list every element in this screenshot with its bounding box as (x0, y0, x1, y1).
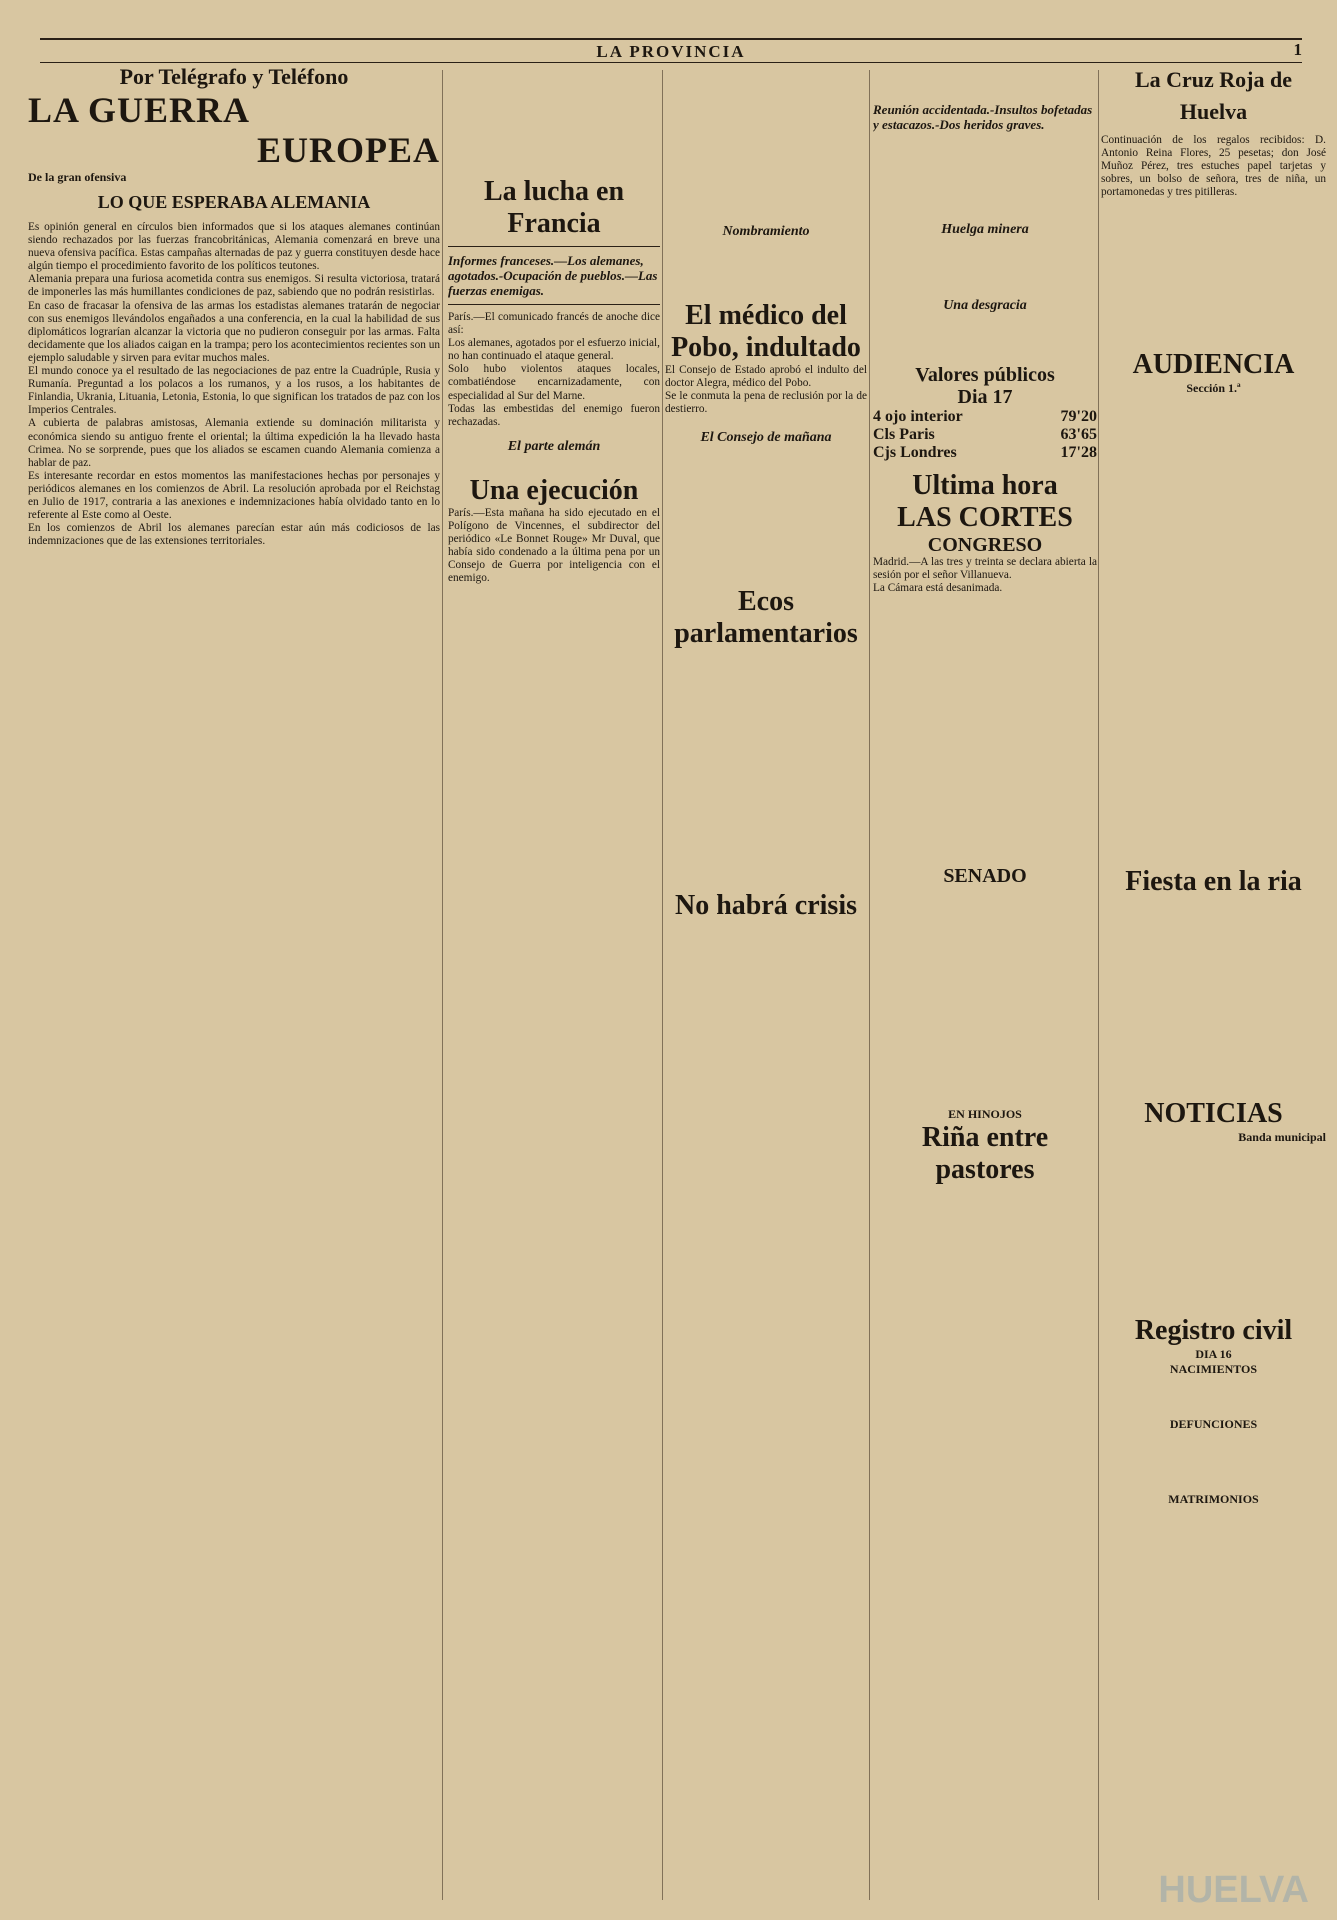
column-4 (873, 64, 1097, 1898)
rina-pastores: Riña entre pastores (921, 1122, 1049, 1186)
valores-label: 4 ojo interior (873, 408, 963, 425)
masthead-title: LA PROVINCIA (596, 42, 746, 61)
valores-day: Dia 17 (957, 386, 1013, 408)
col4-body: Madrid.—A las tres y treinta se declara abierta la sesión por el señor Villanueva. La Cámara está desanimada. (873, 556, 1097, 595)
col1-title: LO QUE ESPERABA ALEMANIA (97, 192, 371, 212)
audiencia: AUDIENCIA (1132, 349, 1295, 381)
col3-body: El Consejo de Estado aprobó el indulto del doctor Alegra, médico del Pobo. Se le conmuta la pena de reclusión por la de destierro. (665, 364, 867, 416)
las-cortes: LAS CORTES (897, 502, 1073, 533)
col1-subhead: De la gran ofensiva (28, 170, 127, 184)
valores-value: 63'65 (1060, 426, 1097, 443)
masthead (40, 38, 1302, 63)
col3-headline-2: Ecos parlamentarios (674, 586, 858, 650)
col4-dek: Reunión accidentada.-Insultos bofetadas y estacazos.-Dos heridos graves. (873, 102, 1093, 132)
valores-label: Cls Paris (873, 426, 935, 443)
seccion: Sección 1.ª (1186, 381, 1241, 396)
col5-body: Continuación de los regalos recibidos: D. Antonio Reina Flores, 25 pesetas; don José Muñoz Pérez, tres estuches papel tarjetas y sobres, un bolso de señora, tres de niña, un portamonedas y tres pitilleras. (1101, 134, 1326, 199)
valores-value: 79'20 (1060, 408, 1097, 425)
valores-value: 17'28 (1060, 444, 1097, 461)
col2-headline-2: Una ejecución (469, 474, 639, 506)
col2-headline: La lucha en Francia (483, 176, 625, 239)
column-rule (662, 70, 663, 1900)
defunciones: DEFUNCIONES (1169, 1417, 1258, 1432)
column-rule (869, 70, 870, 1900)
col2-rule (448, 246, 660, 247)
senado: SENADO (943, 865, 1027, 888)
dia: DIA 16 (1195, 1347, 1232, 1362)
col2-section: El parte alemán (507, 438, 601, 454)
registro-civil: Registro civil (1134, 1315, 1293, 1347)
valores-row (873, 426, 1097, 444)
col1-headline-1: LA GUERRA (28, 90, 251, 130)
column-5 (1101, 64, 1326, 1898)
valores-row (873, 408, 1097, 426)
cruz-roja: La Cruz Roja de Huelva (1134, 67, 1293, 124)
valores-title: Valores públicos (915, 364, 1055, 386)
valores-row (873, 444, 1097, 462)
valores-label: Cjs Londres (873, 444, 957, 461)
col1-kicker: Por Telégrafo y Teléfono (119, 64, 349, 89)
col1-body: Es opinión general en círculos bien informados que si los ataques alemanes continúan siendo rechazados por las fuerzas francobritánicas, Alemania comenzará en breve una nueva ofensiva pacífica. Estas campañas alternadas de paz y guerra constituyen desde hace algún tiempo el procedimiento favorito de los políticos teutones. Alemania prepara una furiosa acometida contra sus enemigos. Si resulta victoriosa, tratará de imponerles las más humillantes condiciones de paz, sabiendo que no podrán resistirlas. En caso de fracasar la ofensiva de las armas los estadistas alemanes tratarán de negociar con sus enemigos llevándolos engañados a una conferencia, en la cual la habilidad de sus diplomáticos lograrían alcanzar la victoria que no pudieron conseguir por las armas. Falta decidamente que los aliados caigan en la trampa; pero los acontecimientos recientes son un ejemplo saludable y sirven para evitar muchos males. El mundo conoce ya el resultado de las negociaciones de paz entre la Cuadrúple, Rusia y Rumanía. Preguntad a los polacos a los rumanos, y a los rusos, a los habitantes de Finlandia, Ukrania, Lituania, Letonia, Estonia, lo que significan los tratados de paz con los Imperios Centrales. A cubierta de palabras amistosas, Alemania extiende su dominación militarista y económica siendo su antiguo frente el oriental; la última expedición la ha llevado hasta Crimea. No se sorprende, pues que los aliados se escamen cuando Alemania comienza a hablar de paz. Es interesante recordar en estos momentos las manifestaciones hechas por personajes y periódicos alemanes en los comienzos de Abril. La resolución aprobada por el Reichstag en Julio de 1917, contraria a las anexiones e indemnizaciones había olvidado tanto en lo referente al Este como al Oeste. En los comienzos de Abril los alemanes parecían estar aún más codiciosos de las indemnizaciones que de las extensiones territoriales. (28, 221, 440, 548)
ultima-hora: Ultima hora (912, 470, 1058, 501)
col2-body-2: París.—Esta mañana ha sido ejecutado en el Polígono de Vincennes, el subdirector del periódico «Le Bonnet Rouge» Mr Duval, que había sido condenado a la última pena por un Consejo de Guerra por inteligencia con el enemigo. (448, 506, 660, 585)
col3-headline-3: No habrá crisis (675, 890, 857, 922)
col1-headline-2: EUROPEA (256, 130, 440, 170)
col3-section-nombramiento: Nombramiento (722, 224, 810, 239)
col3-section-consejo: El Consejo de mañana (700, 430, 832, 446)
col2-body: París.—El comunicado francés de anoche dice así: Los alemanes, agotados por el esfuerzo inicial, no han continuado el ataque general. Solo hubo violentos ataques locales, combatiéndose encarnizadamente, con especialidad al Sur del Marne. Todas las embestidas del enemigo fueron rechazadas. (448, 311, 660, 428)
noticias: NOTICIAS (1144, 1098, 1283, 1130)
column-2 (448, 64, 660, 1898)
column-3 (665, 64, 867, 1898)
banda-municipal: Banda municipal (1238, 1130, 1326, 1145)
watermark-stamp: HUELVA (1158, 1869, 1309, 1911)
column-1 (28, 64, 440, 1898)
matrimonios: MATRIMONIOS (1168, 1492, 1259, 1507)
col4-section-huelga: Huelga minera (941, 222, 1029, 237)
page-number: 1 (1293, 40, 1302, 59)
column-rule (442, 70, 443, 1900)
col4-section-desgracia: Una desgracia (943, 298, 1027, 313)
congreso: CONGRESO (927, 534, 1043, 556)
column-rule (1098, 70, 1099, 1900)
nacimientos: NACIMIENTOS (1169, 1362, 1258, 1377)
en-hinojos: EN HINOJOS (948, 1107, 1022, 1122)
valores-publicos (873, 364, 1097, 462)
col2-rule (448, 304, 660, 305)
col3-headline: El médico del Pobo, indultado (671, 300, 861, 363)
fiesta: Fiesta en la ria (1125, 866, 1302, 898)
col2-dek: Informes franceses.—Los alemanes, agotados.-Ocupación de pueblos.—Las fuerzas enemigas. (448, 253, 658, 298)
